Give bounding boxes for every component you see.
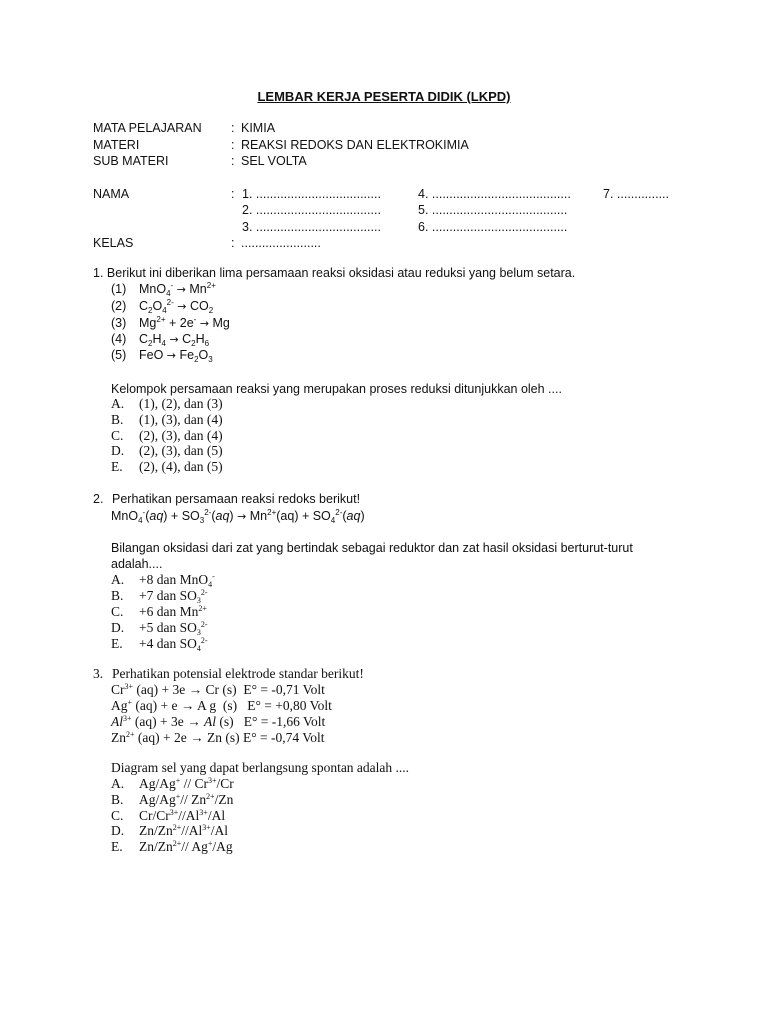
name-slot-5[interactable]: 5. ....................................... <box>418 203 568 217</box>
page-title: LEMBAR KERJA PESERTA DIDIK (LKPD) <box>257 89 511 104</box>
q1-option-a[interactable]: A. (1), (2), dan (3) <box>111 396 223 411</box>
name-slot-1[interactable]: 1. .................................... <box>242 187 381 201</box>
subject-label: MATA PELAJARAN <box>93 121 202 135</box>
name-slot-7[interactable]: 7. ............... <box>603 187 669 201</box>
question-2-prompt-line-2: adalah.... <box>111 557 163 571</box>
subject-row: MATA PELAJARAN : KIMIA <box>93 121 276 135</box>
material-label: MATERI <box>93 138 140 152</box>
name-slot-2[interactable]: 2. .................................... <box>242 203 381 217</box>
q2-option-b[interactable]: B. +7 dan $SO_3^{2-}$ <box>111 588 208 605</box>
q1-reaction-5: (5) FeO → $Fe_2O_3$ <box>111 348 213 364</box>
q3-option-d[interactable]: D. $Zn/Zn^{2+}//Al^{3+}/Al$ <box>111 823 229 838</box>
q2-reaction: $MnO_4^-(aq) + SO_3^{2-}(aq) \to Mn^{2+}(aq) + SO_4^{2-}(aq)$ <box>111 508 365 525</box>
class-row: KELAS : ....................... <box>93 236 321 250</box>
subject-value: KIMIA <box>241 121 276 135</box>
material-row: MATERI : REAKSI REDOKS DAN ELEKTROKIMIA <box>93 138 469 152</box>
question-2-stem: 2. Perhatikan persamaan reaksi redoks berikut! <box>93 492 361 506</box>
q3-option-a[interactable]: A. $Ag/Ag^+ // Cr^{3+}/Cr$ <box>111 776 234 791</box>
name-slot-6[interactable]: 6. ....................................... <box>418 220 568 234</box>
q3-option-e[interactable]: E. $Zn/Zn^{2+}//$ Ag+/Ag <box>111 839 233 854</box>
q2-option-e[interactable]: E. +4 dan $SO_4^{2-}$ <box>111 636 208 653</box>
q1-reaction-4: (4) $C_2H_4 \to C_2H_6$ <box>111 332 210 348</box>
q3-option-b[interactable]: B. Ag/Ag+// $Zn^{2+}/Zn$ <box>111 792 234 807</box>
name-label-row: NAMA : <box>93 187 235 201</box>
q1-option-b[interactable]: B. (1), (3), dan (4) <box>111 412 223 427</box>
name-slot-3[interactable]: 3. .................................... <box>242 220 381 234</box>
q1-option-d[interactable]: D. (2), (3), dan (5) <box>111 443 223 458</box>
q1-option-c[interactable]: C. (2), (3), dan (4) <box>111 428 223 443</box>
q2-option-a[interactable]: A. +8 dan MnO$_4$- <box>111 572 215 589</box>
submaterial-label: SUB MATERI <box>93 154 169 168</box>
question-3-stem: 3. Perhatikan potensial elektrode standar berikut! <box>93 666 364 681</box>
material-value: REAKSI REDOKS DAN ELEKTROKIMIA <box>241 138 469 152</box>
q3-potential-zn: $Zn^{2+}$ (aq) + 2e → Zn (s) E° = -0,74 Volt <box>111 730 325 745</box>
q3-option-c[interactable]: C. $Cr/Cr^{3+}//Al^{3+}/Al$ <box>111 808 226 823</box>
q2-option-d[interactable]: D. +5 dan $SO_3^{2-}$ <box>111 620 208 637</box>
question-2-prompt-line-1: Bilangan oksidasi dari zat yang bertindak sebagai reduktor dan zat hasil oksidasi berturut-turut <box>111 541 633 555</box>
class-value[interactable]: ....................... <box>241 236 321 250</box>
q3-potential-cr: $Cr^{3+}$ (aq) + 3e → Cr (s) E° = -0,71 Volt <box>111 682 325 697</box>
class-label: KELAS <box>93 236 134 250</box>
q1-reaction-3: (3) $Mg^{2+} + 2e^- \to Mg$ <box>111 315 230 330</box>
name-label: NAMA <box>93 187 130 201</box>
submaterial-row: SUB MATERI : SEL VOLTA <box>93 154 307 168</box>
q3-potential-al: $Al^{3+}$ (aq) + 3e → Al (s) E° = -1,66 Volt <box>111 714 326 729</box>
question-1-prompt: Kelompok persamaan reaksi yang merupakan proses reduksi ditunjukkan oleh .... <box>111 382 562 396</box>
submaterial-value: SEL VOLTA <box>241 154 307 168</box>
q2-option-c[interactable]: C. +6 dan $Mn^{2+}$ <box>111 604 207 619</box>
name-slot-4[interactable]: 4. ........................................ <box>418 187 571 201</box>
question-1-stem: 1. Berikut ini diberikan lima persamaan reaksi oksidasi atau reduksi yang belum setara. <box>93 266 576 280</box>
q1-option-e[interactable]: E. (2), (4), dan (5) <box>111 459 223 474</box>
q1-reaction-2: (2) $C_2O_4^{2-} \to CO_2$ <box>111 298 214 315</box>
q3-potential-ag: Ag+ (aq) + e → A g (s) E° = +0,80 Volt <box>111 698 332 713</box>
question-3-prompt: Diagram sel yang dapat berlangsung spontan adalah .... <box>111 760 410 775</box>
q1-reaction-1: (1) $MnO_4^- \to Mn^{2+}$ <box>111 281 216 298</box>
